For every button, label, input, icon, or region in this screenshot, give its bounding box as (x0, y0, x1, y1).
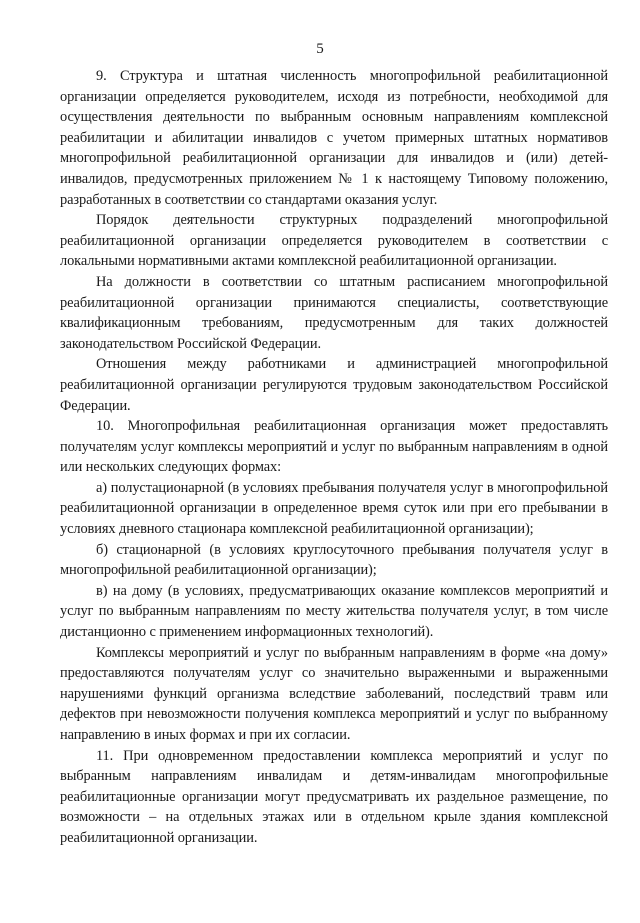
paragraph-labor-relations: Отношения между работниками и администрацией многопрофильной реабилитационной организации регулируются трудовым законодательством Российской Федерации. (60, 356, 608, 414)
paragraph-11-placement: 11. При одновременном предоставлении комплекса мероприятий и услуг по выбранным направлениям инвалидам и детям-инвалидам многопрофильные реабилитационные организации могут предусматривать их раздельное размещение, по возможности – на отдельных этажах или в отдельном крыле здания комплексной реабилитационной организации. (60, 747, 608, 846)
list-item-a-semi-stationary: а) полустационарной (в условиях пребывания получателя услуг в многопрофильной реабилитационной организации в определенное время суток или при его пребывании в условиях дневного стационара комплексной реабилитационной организации); (60, 479, 608, 538)
list-item-b-stationary: б) стационарной (в условиях круглосуточного пребывания получателя услуг в многопрофильной реабилитационной организации); (60, 541, 608, 579)
paragraph-procedure: Порядок деятельности структурных подразделений многопрофильной реабилитационной организации определяется руководителем в соответствии с локальными нормативными актами комплексной реабилитационной организации. (60, 212, 608, 270)
page-number: 5 (316, 41, 324, 57)
paragraph-home-services: Комплексы мероприятий и услуг по выбранным направлениям в форме «на дому» предоставляются получателям услуг со значительно выраженными и выраженными нарушениями функций организма вследствие заболеваний, последствий травм или дефектов при невозможности получения комплекса мероприятий и услуг по выбранному направлению в иных формах и при их согласии. (60, 644, 608, 743)
paragraph-10-forms: 10. Многопрофильная реабилитационная организация может предоставлять получателям услуг комплексы мероприятий и услуг по выбранным направлениям в одной или нескольких следующих формах: (60, 418, 608, 476)
paragraph-staffing: На должности в соответствии со штатным расписанием многопрофильной реабилитационной организации принимаются специалисты, соответствующие квалификационным требованиям, предусмотренным для таких должностей законодательством Российской Федерации. (60, 273, 608, 352)
list-item-c-at-home: в) на дому (в условиях, предусматривающих оказание комплексов мероприятий и услуг по выбранным направлениям по месту жительства получателя услуг, в том числе дистанционно с применением информационных технологий). (60, 582, 608, 641)
document-body (60, 66, 608, 849)
paragraph-9-structure: 9. Структура и штатная численность многопрофильной реабилитационной организации определяется руководителем, исходя из потребности, необходимой для осуществления деятельности по выбранным основным направлениям комплексной реабилитации и абилитации инвалидов с учетом примерных штатных нормативов многопрофильной реабилитационной организации для инвалидов и (или) детей-инвалидов, предусмотренных приложением № 1 к настоящему Типовому положению, разработанных в соответствии со стандартами оказания услуг. (60, 68, 608, 208)
